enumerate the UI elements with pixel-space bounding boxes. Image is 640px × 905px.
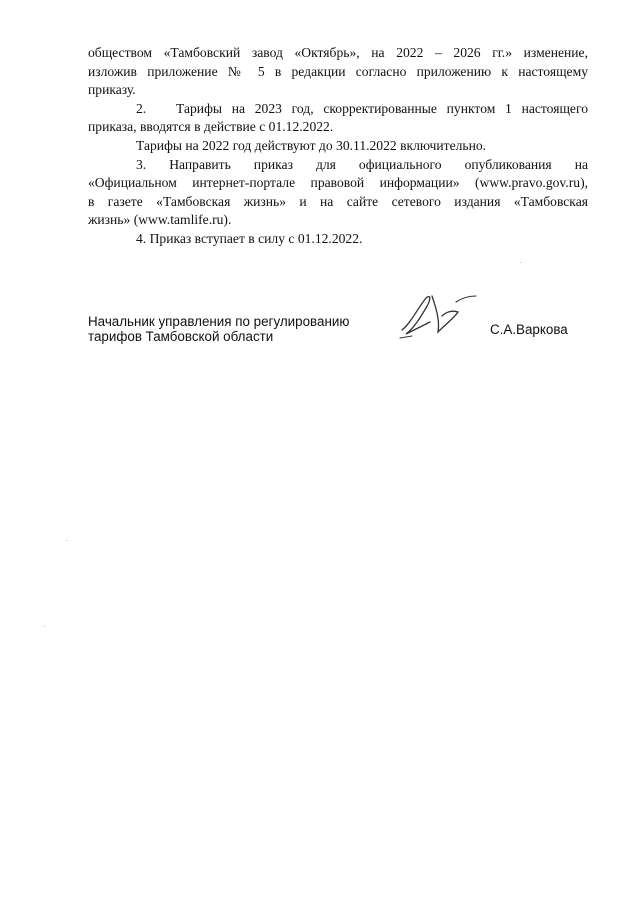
body-line: приказа, вводятся в действие с 01.12.2022. (88, 119, 334, 135)
body-line: Тарифы на 2022 год действуют до 30.11.2022 включительно. (136, 137, 487, 153)
scan-speck (520, 262, 521, 263)
position-line: Начальник управления по регулированию (88, 314, 350, 329)
item-2 (88, 100, 588, 119)
item-3 (88, 156, 588, 175)
body-line: обществом «Тамбовский завод «Октябрь», на 2022 – 2026 гг.» изменение, (88, 45, 588, 60)
signatory-name: С.А.Варкова (490, 322, 568, 337)
body-line: Тарифы на 2023 год, скорректированные пунктом 1 настоящего (176, 100, 588, 116)
item-number: 2. (136, 100, 147, 116)
body-line: 3. Направить приказ для официального опубликования на (136, 156, 588, 172)
scan-speck (66, 540, 67, 541)
body-line: «Официальном интернет-портале правовой информации» (www.pravo.gov.ru), (88, 175, 588, 191)
scan-speck (44, 626, 45, 627)
body-line: жизнь» (www.tamlife.ru). (88, 212, 232, 228)
body-line: изложив приложение № 5 в редакции согласно приложению к настоящему (88, 63, 588, 79)
body-line: в газете «Тамбовская жизнь» и на сайте сетевого издания «Тамбовская (88, 193, 588, 209)
handwritten-signature (396, 284, 486, 344)
body-line: приказу. (88, 82, 136, 98)
item-4: 4. Приказ вступает в силу с 01.12.2022. (136, 230, 363, 246)
position-line: тарифов Тамбовской области (88, 329, 274, 345)
document-body (88, 44, 588, 249)
